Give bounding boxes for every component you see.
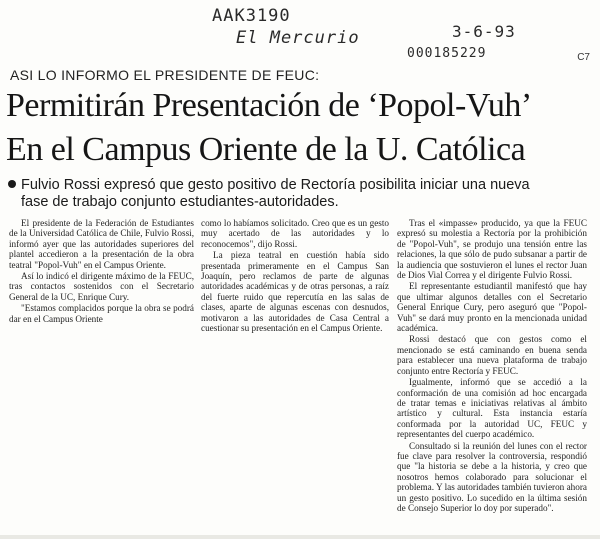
deck-line-1-wrap — [8, 177, 586, 194]
article-kicker: ASI LO INFORMO EL PRESIDENTE DE FEUC: — [10, 67, 320, 83]
bullet-icon — [8, 180, 16, 188]
body-paragraph: Igualmente, informó que se accedió a la conformación de una comisión ad hoc encargada de tratar temas e iniciativas relativas al ámbito artístico y cultural. Esta instancia estaría conformada por la autoridad UC, FEUC y representantes del cuerpo académico. — [397, 377, 587, 440]
body-paragraph: El presidente de la Federación de Estudiantes de la Universidad Católica de Chile, Fulvio Rossi, informó ayer que las autoridades superiores del plantel accedieron a la presentación de la obra teatral "Popol-Vuh" en el Campus Oriente. — [9, 218, 194, 270]
headline-line-1: Permitirán Presentación de ‘Popol-Vuh’ — [6, 87, 532, 124]
body-paragraph: La pieza teatral en cuestión había sido presentada primeramente en el Campus San Joaquín, pero reclamos de parte de algunas autoridades académicas y de otras personas, a raíz del fuerte ruido que repercutía en las salas de clases, aparte de algunas escenas con desnudos, motivaron a las autoridades de Casa Central a cuestionar su presentación en el Campus Oriente. — [201, 250, 389, 334]
body-paragraph: Así lo indicó el dirigente máximo de la FEUC, tras contactos sostenidos con el Secretario General de la UC, Enrique Cury. — [9, 271, 194, 302]
scan-edge — [0, 535, 600, 539]
body-column-1 — [9, 218, 194, 324]
body-paragraph: El representante estudiantil manifestó que hay que ultimar algunos detalles con el Secretario General Enrique Cury, pero aseguró que "Popol-Vuh" se dará muy pronto en la mencionada unidad académica. — [397, 281, 587, 334]
deck-line-2: fase de trabajo conjunto estudiantes-autoridades. — [21, 194, 339, 210]
body-column-2 — [201, 218, 389, 333]
body-column-3 — [397, 218, 587, 513]
handwritten-date: 3-6-93 — [452, 22, 516, 41]
handwritten-newspaper-name: El Mercurio — [236, 28, 360, 48]
article-deck — [8, 177, 586, 211]
handwritten-record-id: 000185229 — [407, 46, 487, 61]
handwritten-catalog-code: AAK3190 — [212, 6, 291, 26]
body-paragraph: "Estamos complacidos porque la obra se podrá dar en el Campus Oriente — [9, 303, 194, 324]
body-paragraph: como lo habíamos solicitado. Creo que es un gesto muy acertado de las autoridades y lo reconocemos", dijo Rossi. — [201, 218, 389, 249]
headline-line-2: En el Campus Oriente de la U. Católica — [6, 131, 526, 168]
body-paragraph: Consultado si la reunión del lunes con el rector fue clave para resolver la controversia, respondió que "la historia se debe a la historia, y creo que nosotros hemos colaborado para solucionar el problema. Y las autoridades también tuvieron ahora un gesto positivo. Lo sucedido en la última sesión de Consejo Superior lo doy por superado". — [397, 440, 587, 513]
deck-line-1: Fulvio Rossi expresó que gesto positivo de Rectoría posibilita iniciar una nueva — [21, 177, 530, 193]
page-marker: C7 — [577, 52, 590, 63]
body-paragraph: Tras el «impasse» producido, ya que la FEUC expresó su molestia a Rectoría por la prohibición de "Popol-Vuh", se produjo una tensión entre las relaciones, la que sólo de pudo subsanar a partir de la audiencia que sostuvieron el lunes el rector Juan de Dios Vial Correa y el dirigente Fulvio Rossi. — [397, 218, 587, 281]
body-paragraph: Rossi destacó que con gestos como el mencionado se está caminando en buena senda para establecer una nueva plataforma de trabajo conjunto entre Rectoría y FEUC. — [397, 334, 587, 376]
